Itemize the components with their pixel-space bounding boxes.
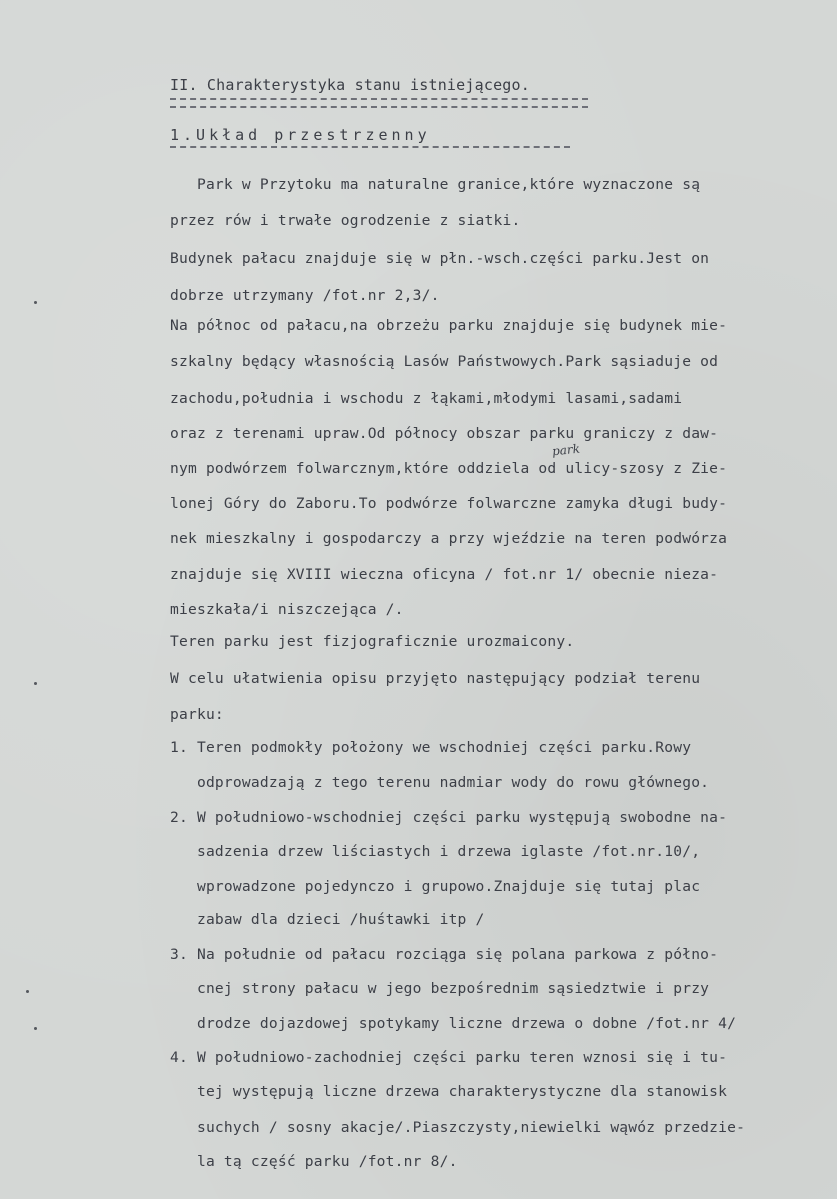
subsection-underline xyxy=(170,146,570,148)
text-line: przez rów i trwałe ogrodzenie z siatki. xyxy=(170,212,521,229)
text-line: Na północ od pałacu,na obrzeżu parku znajduje się budynek mie- xyxy=(170,317,728,334)
subsection-heading: 1.Układ przestrzenny xyxy=(170,126,431,144)
text-line: Teren parku jest fizjograficznie urozmaicony. xyxy=(170,633,575,650)
text-line: Park w Przytoku ma naturalne granice,które wyznaczone są xyxy=(170,176,701,193)
text-line: znajduje się XVIII wieczna oficyna / fot.nr 1/ obecnie nieza- xyxy=(170,566,719,583)
text-line: zachodu,południa i wschodu z łąkami,młodymi lasami,sadami xyxy=(170,390,683,407)
margin-speck xyxy=(34,682,37,685)
list-item: odprowadzają z tego terenu nadmiar wody do rowu głównego. xyxy=(170,774,710,791)
text-line: dobrze utrzymany /fot.nr 2,3/. xyxy=(170,287,440,304)
text-line: mieszkała/i niszczejąca /. xyxy=(170,601,404,618)
list-item: sadzenia drzew liściastych i drzewa iglaste /fot.nr.10/, xyxy=(170,843,701,860)
list-item: cnej strony pałacu w jego bezpośrednim sąsiedztwie i przy xyxy=(170,980,710,997)
section-heading: II. Charakterystyka stanu istniejącego. xyxy=(170,76,530,94)
text-line: oraz z terenami upraw.Od północy obszar parku graniczy z daw- xyxy=(170,425,719,442)
list-item: 1. Teren podmokły położony we wschodniej części parku.Rowy xyxy=(170,739,692,756)
text-line: nym podwórzem folwarcznym,które oddziela od ulicy-szosy z Zie- xyxy=(170,460,728,477)
text-line: szkalny będący własnością Lasów Państwowych.Park sąsiaduje od xyxy=(170,353,719,370)
handwritten-insert: park xyxy=(551,441,581,459)
margin-speck xyxy=(34,301,37,304)
text-line: lonej Góry do Zaboru.To podwórze folwarczne zamyka długi budy- xyxy=(170,495,728,512)
margin-speck xyxy=(26,990,29,993)
list-item: wprowadzone pojedynczo i grupowo.Znajduje się tutaj plac xyxy=(170,878,701,895)
list-item: suchych / sosny akacje/.Piaszczysty,niewielki wąwóz przedzie- xyxy=(170,1119,746,1136)
list-item: 2. W południowo-wschodniej części parku występują swobodne na- xyxy=(170,809,728,826)
text-line: W celu ułatwienia opisu przyjęto następujący podział terenu xyxy=(170,670,701,687)
heading-double-underline xyxy=(170,98,588,108)
list-item: 4. W południowo-zachodniej części parku teren wznosi się i tu- xyxy=(170,1049,728,1066)
list-item: drodze dojazdowej spotykamy liczne drzewa o dobne /fot.nr 4/ xyxy=(170,1015,737,1032)
list-item: tej występują liczne drzewa charakterystyczne dla stanowisk xyxy=(170,1083,728,1100)
text-line: parku: xyxy=(170,706,224,723)
list-item: la tą część parku /fot.nr 8/. xyxy=(170,1153,458,1170)
margin-speck xyxy=(34,1027,37,1030)
text-line: nek mieszkalny i gospodarczy a przy wjeździe na teren podwórza xyxy=(170,530,728,547)
text-line: Budynek pałacu znajduje się w płn.-wsch.części parku.Jest on xyxy=(170,250,710,267)
list-item: 3. Na południe od pałacu rozciąga się polana parkowa z półno- xyxy=(170,946,719,963)
list-item: zabaw dla dzieci /huśtawki itp / xyxy=(170,911,485,928)
